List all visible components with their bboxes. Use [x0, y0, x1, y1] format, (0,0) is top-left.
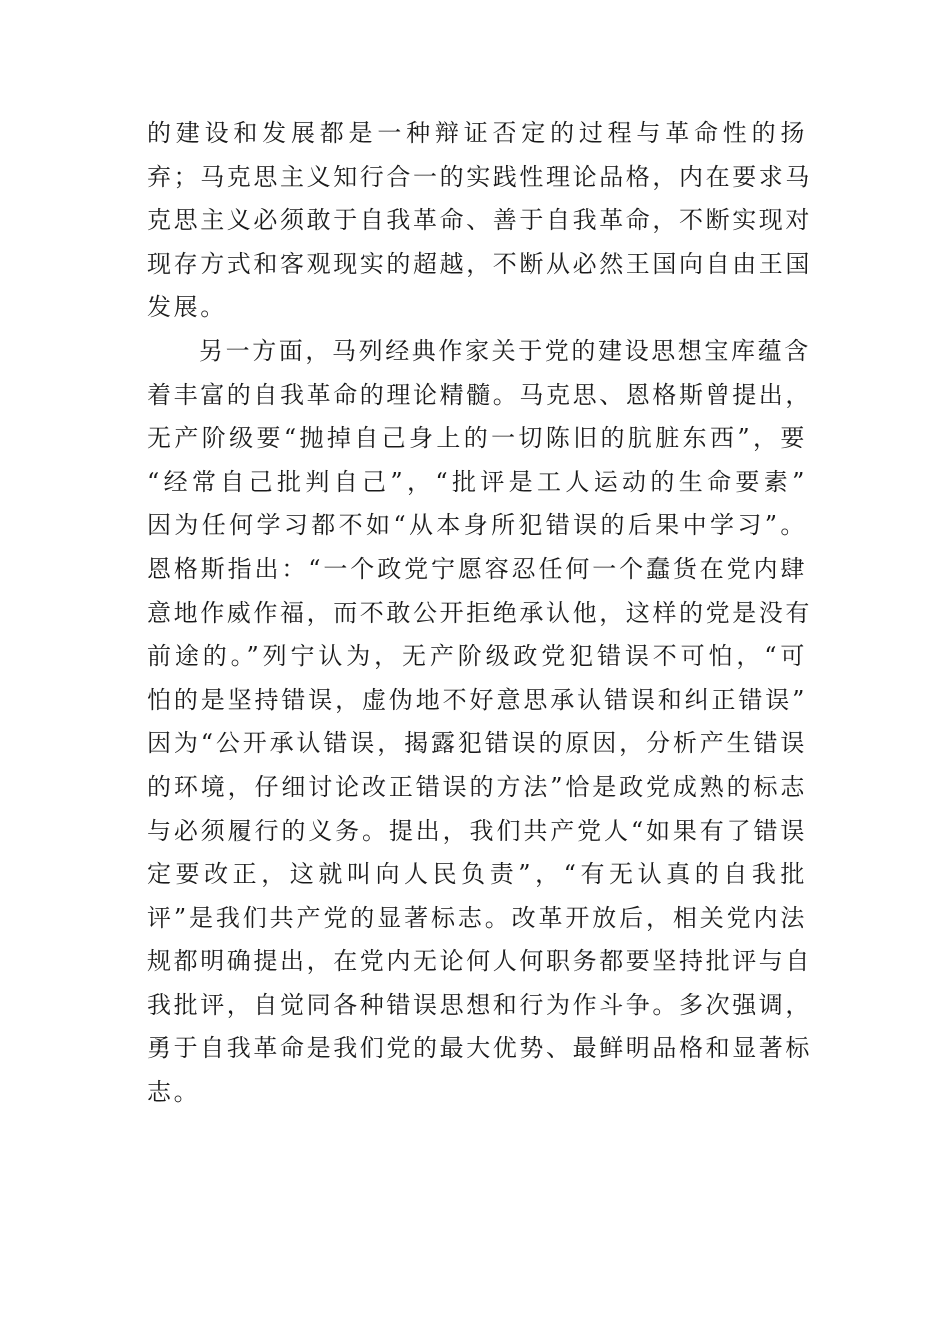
paragraph-2-line-12: 与必须履行的义务。提出，我们共产党人“如果有了错误	[147, 816, 807, 845]
paragraph-2-line-2: 着丰富的自我革命的理论精髓。马克思、恩格斯曾提出，	[147, 380, 812, 409]
paragraph-2-line-13: 定要改正，这就叫向人民负责”，“有无认真的自我批	[147, 860, 807, 889]
paragraph-1-line-5: 发展。	[147, 293, 227, 322]
paragraph-1-line-2: 弃；马克思主义知行合一的实践性理论品格，内在要求马	[147, 162, 812, 191]
paragraph-2-line-5: 因为任何学习都不如“从本身所犯错误的后果中学习”。	[147, 511, 807, 540]
paragraph-2-line-3: 无产阶级要“抛掉自己身上的一切陈旧的肮脏东西”，要	[147, 424, 807, 453]
paragraph-2-line-17: 勇于自我革命是我们党的最大优势、最鲜明品格和显著标	[147, 1034, 812, 1063]
paragraph-2-line-7: 意地作威作福，而不敢公开拒绝承认他，这样的党是没有	[147, 598, 812, 627]
paragraph-2-line-18: 志。	[147, 1078, 201, 1107]
paragraph-1-line-1: 的建设和发展都是一种辩证否定的过程与革命性的扬	[147, 119, 807, 147]
paragraph-2-line-10: 因为“公开承认错误，揭露犯错误的原因，分析产生错误	[147, 729, 807, 758]
document-body	[147, 112, 812, 1115]
paragraph-2-line-16: 我批评，自觉同各种错误思想和行为作斗争。多次强调，	[147, 990, 812, 1019]
paragraph-1-line-4: 现存方式和客观现实的超越，不断从必然王国向自由王国	[147, 249, 812, 278]
paragraph-2-line-14: 评”是我们共产党的显著标志。改革开放后，相关党内法	[147, 903, 807, 932]
paragraph-2-line-11: 的环境，仔细讨论改正错误的方法”恰是政党成熟的标志	[147, 772, 807, 801]
paragraph-2-line-4: “经常自己批判自己”，“批评是工人运动的生命要素”	[147, 467, 807, 496]
paragraph-1-line-3: 克思主义必须敢于自我革命、善于自我革命，不断实现对	[147, 206, 812, 235]
paragraph-2-line-1: 另一方面，马列经典作家关于党的建设思想宝库蕴含	[199, 336, 811, 365]
paragraph-2-line-15: 规都明确提出，在党内无论何人何职务都要坚持批评与自	[147, 947, 812, 976]
paragraph-2-line-6: 恩格斯指出：“一个政党宁愿容忍任何一个蠢货在党内肆	[147, 554, 807, 583]
paragraph-2-line-9: 怕的是坚持错误，虚伪地不好意思承认错误和纠正错误”	[147, 685, 807, 714]
paragraph-2-line-8: 前途的。”列宁认为，无产阶级政党犯错误不可怕，“可	[147, 642, 807, 671]
